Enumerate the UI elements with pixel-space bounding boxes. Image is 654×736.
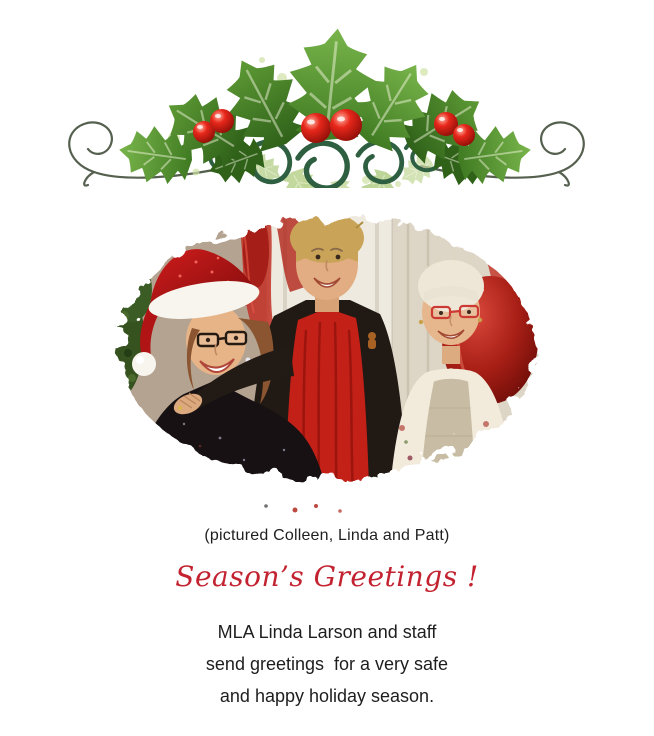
greeting-headline: Season’s Greetings ! <box>175 560 479 593</box>
message-line-1: MLA Linda Larson and staff <box>217 622 437 642</box>
message-line-3: and happy holiday season. <box>219 686 435 706</box>
message-line-2: send greetings for a very safe <box>205 654 449 674</box>
photo-caption: (pictured Colleen, Linda and Patt) <box>204 527 450 544</box>
holly-garland-svg <box>54 20 599 188</box>
holly-garland-graphic <box>54 20 599 188</box>
holly-leaves <box>115 24 534 188</box>
holiday-message <box>0 616 654 712</box>
gingerbread-brooch-icon <box>368 332 376 349</box>
staff-photo <box>88 188 566 522</box>
staff-photo-svg <box>88 188 566 522</box>
